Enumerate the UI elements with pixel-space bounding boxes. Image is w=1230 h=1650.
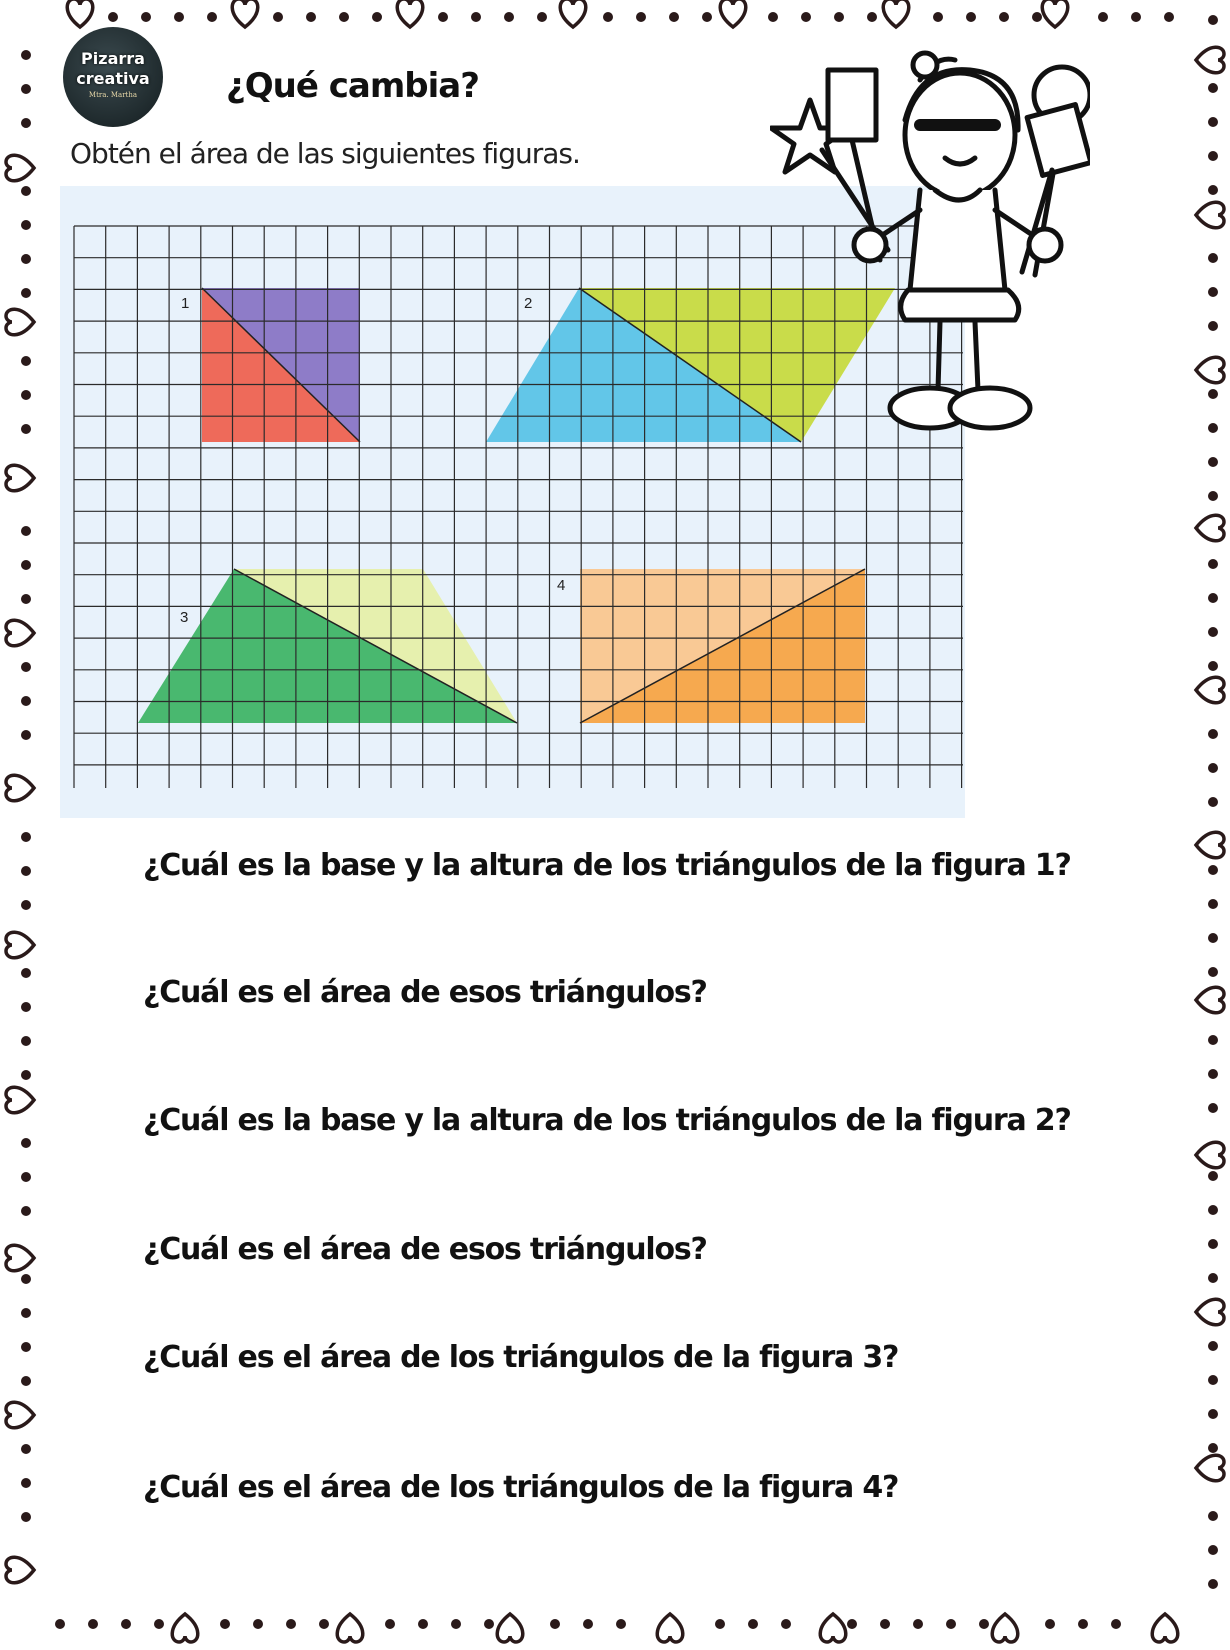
heart-icon <box>6 155 34 181</box>
dot-icon <box>471 12 481 22</box>
dot-icon <box>1131 12 1141 22</box>
heart-icon <box>1152 1614 1178 1642</box>
dot-icon <box>979 1619 989 1629</box>
dot-icon <box>451 1619 461 1629</box>
dot-icon <box>1208 729 1218 739</box>
dot-icon <box>21 696 31 706</box>
dot-icon <box>1078 1619 1088 1629</box>
dot-icon <box>220 1619 230 1629</box>
heart-icon <box>172 1614 198 1642</box>
dot-icon <box>1208 1273 1218 1283</box>
dot-icon <box>1208 287 1218 297</box>
figure-label-4: 4 <box>557 577 566 594</box>
dot-icon <box>847 1619 857 1629</box>
dot-icon <box>1111 1619 1121 1629</box>
dot-icon <box>154 1619 164 1629</box>
logo-line-3: Mtra. Martha <box>88 91 138 99</box>
heart-icon <box>1196 1455 1224 1481</box>
square-wand-icon <box>828 70 876 140</box>
figure-4 <box>580 569 865 723</box>
dot-icon <box>1208 1375 1218 1385</box>
dot-icon <box>21 84 31 94</box>
dot-icon <box>21 1070 31 1080</box>
figure-label-2: 2 <box>524 295 533 312</box>
dot-icon <box>21 1138 31 1148</box>
heart-icon <box>657 1614 683 1642</box>
dot-icon <box>207 12 217 22</box>
dot-icon <box>1164 12 1174 22</box>
dot-icon <box>21 968 31 978</box>
dot-icon <box>21 594 31 604</box>
dot-icon <box>616 1619 626 1629</box>
dot-icon <box>21 424 31 434</box>
dot-icon <box>1208 1171 1218 1181</box>
dot-icon <box>1208 593 1218 603</box>
heart-icon <box>397 0 423 27</box>
dot-icon <box>1208 1511 1218 1521</box>
dot-icon <box>21 50 31 60</box>
dot-icon <box>88 1619 98 1629</box>
heart-icon <box>6 1557 34 1583</box>
dot-icon <box>669 12 679 22</box>
heart-icon <box>6 1087 34 1113</box>
dot-icon <box>21 1308 31 1318</box>
dot-icon <box>121 1619 131 1629</box>
dot-icon <box>933 12 943 22</box>
dot-icon <box>385 1619 395 1629</box>
heart-icon <box>6 465 34 491</box>
heart-icon <box>1196 832 1224 858</box>
dot-icon <box>1208 661 1218 671</box>
dot-icon <box>21 356 31 366</box>
dot-icon <box>583 1619 593 1629</box>
square-wand-right-icon <box>1027 105 1090 176</box>
dot-icon <box>1208 1103 1218 1113</box>
dot-icon <box>21 730 31 740</box>
dot-icon <box>1208 117 1218 127</box>
heart-icon <box>67 0 93 27</box>
dot-icon <box>1208 627 1218 637</box>
dot-icon <box>913 1619 923 1629</box>
figure-1 <box>202 288 360 442</box>
question-4: ¿Cuál es el área de esos triángulos? <box>143 1232 707 1267</box>
dot-icon <box>1208 933 1218 943</box>
dot-icon <box>21 526 31 536</box>
heart-icon <box>1196 987 1224 1013</box>
dot-icon <box>372 12 382 22</box>
dot-icon <box>21 662 31 672</box>
dot-icon <box>21 832 31 842</box>
question-2: ¿Cuál es el área de esos triángulos? <box>143 975 707 1010</box>
dot-icon <box>1208 15 1218 25</box>
dot-icon <box>21 866 31 876</box>
dot-icon <box>21 254 31 264</box>
dot-icon <box>21 1002 31 1012</box>
instruction-text: Obtén el área de las siguientes figuras. <box>70 137 580 170</box>
dot-icon <box>21 1036 31 1046</box>
dot-icon <box>1208 253 1218 263</box>
dot-icon <box>1208 491 1218 501</box>
dot-icon <box>21 1444 31 1454</box>
dot-icon <box>21 1342 31 1352</box>
dot-icon <box>21 390 31 400</box>
dot-icon <box>438 12 448 22</box>
dot-icon <box>108 12 118 22</box>
dot-icon <box>603 12 613 22</box>
dot-icon <box>1208 151 1218 161</box>
heart-icon <box>883 0 909 27</box>
figure-label-3: 3 <box>180 609 189 626</box>
dot-icon <box>1208 967 1218 977</box>
dot-icon <box>1208 899 1218 909</box>
dot-icon <box>21 288 31 298</box>
dot-icon <box>768 12 778 22</box>
dot-icon <box>319 1619 329 1629</box>
heart-icon <box>6 1402 34 1428</box>
heart-icon <box>6 309 34 335</box>
dot-icon <box>1208 865 1218 875</box>
heart-icon <box>497 1614 523 1642</box>
dot-icon <box>1208 559 1218 569</box>
dot-icon <box>504 12 514 22</box>
heart-icon <box>720 0 746 27</box>
heart-icon <box>1196 202 1224 228</box>
dot-icon <box>1208 1341 1218 1351</box>
dot-icon <box>21 220 31 230</box>
heart-icon <box>1042 0 1068 27</box>
dot-icon <box>484 1619 494 1629</box>
dot-icon <box>1208 1239 1218 1249</box>
logo-line-2: creativa <box>76 69 150 88</box>
question-3: ¿Cuál es la base y la altura de los triángulos de la figura 2? <box>143 1103 1071 1138</box>
heart-icon <box>992 1614 1018 1642</box>
dot-icon <box>715 1619 725 1629</box>
heart-icon <box>6 1245 34 1271</box>
dot-icon <box>1032 12 1042 22</box>
heart-icon <box>1196 515 1224 541</box>
dot-icon <box>1208 1579 1218 1589</box>
heart-icon <box>1196 47 1224 73</box>
heart-icon <box>337 1614 363 1642</box>
dot-icon <box>1208 389 1218 399</box>
dot-icon <box>1208 797 1218 807</box>
dot-icon <box>1208 763 1218 773</box>
dot-icon <box>21 1478 31 1488</box>
dot-icon <box>834 12 844 22</box>
dot-icon <box>880 1619 890 1629</box>
dot-icon <box>1208 1035 1218 1045</box>
dot-icon <box>781 1619 791 1629</box>
dot-icon <box>1208 1205 1218 1215</box>
dot-icon <box>748 1619 758 1629</box>
dot-icon <box>1208 457 1218 467</box>
dot-icon <box>21 1512 31 1522</box>
heart-icon <box>560 0 586 27</box>
heart-icon <box>1196 677 1224 703</box>
dot-icon <box>1208 1069 1218 1079</box>
logo-line-1: Pizarra <box>81 49 145 68</box>
dot-icon <box>21 1274 31 1284</box>
question-5: ¿Cuál es el área de los triángulos de la figura 3? <box>143 1340 899 1375</box>
page-title: ¿Qué cambia? <box>226 66 479 106</box>
dot-icon <box>1208 1443 1218 1453</box>
dot-icon <box>1208 423 1218 433</box>
dot-icon <box>946 1619 956 1629</box>
dot-icon <box>1208 321 1218 331</box>
figure-label-1: 1 <box>181 295 190 312</box>
dot-icon <box>21 118 31 128</box>
dot-icon <box>801 12 811 22</box>
heart-icon <box>6 775 34 801</box>
dot-icon <box>537 12 547 22</box>
dot-icon <box>21 186 31 196</box>
heart-icon <box>820 1614 846 1642</box>
dot-icon <box>306 12 316 22</box>
dot-icon <box>1208 1545 1218 1555</box>
dot-icon <box>21 560 31 570</box>
heart-icon <box>6 932 34 958</box>
dot-icon <box>55 1619 65 1629</box>
dot-icon <box>253 1619 263 1629</box>
dot-icon <box>1208 1409 1218 1419</box>
dot-icon <box>273 12 283 22</box>
dot-icon <box>21 1206 31 1216</box>
dot-icon <box>966 12 976 22</box>
heart-icon <box>1196 357 1224 383</box>
dot-icon <box>867 12 877 22</box>
pizarra-creativa-logo <box>63 27 163 127</box>
heart-icon <box>1196 1142 1224 1168</box>
dot-icon <box>1208 83 1218 93</box>
question-1: ¿Cuál es la base y la altura de los triángulos de la figura 1? <box>143 848 1071 883</box>
dot-icon <box>1045 1619 1055 1629</box>
dot-icon <box>21 900 31 910</box>
dot-icon <box>21 1172 31 1182</box>
dot-icon <box>141 12 151 22</box>
heart-icon <box>1196 1299 1224 1325</box>
dot-icon <box>702 12 712 22</box>
dot-icon <box>286 1619 296 1629</box>
heart-icon <box>6 620 34 646</box>
dot-icon <box>21 1376 31 1386</box>
dot-icon <box>418 1619 428 1629</box>
dot-icon <box>339 12 349 22</box>
question-6: ¿Cuál es el área de los triángulos de la figura 4? <box>143 1470 899 1505</box>
dot-icon <box>636 12 646 22</box>
dot-icon <box>174 12 184 22</box>
dot-icon <box>1098 12 1108 22</box>
girl-illustration <box>770 40 1090 470</box>
dot-icon <box>550 1619 560 1629</box>
dot-icon <box>1208 185 1218 195</box>
heart-icon <box>232 0 258 27</box>
dot-icon <box>999 12 1009 22</box>
